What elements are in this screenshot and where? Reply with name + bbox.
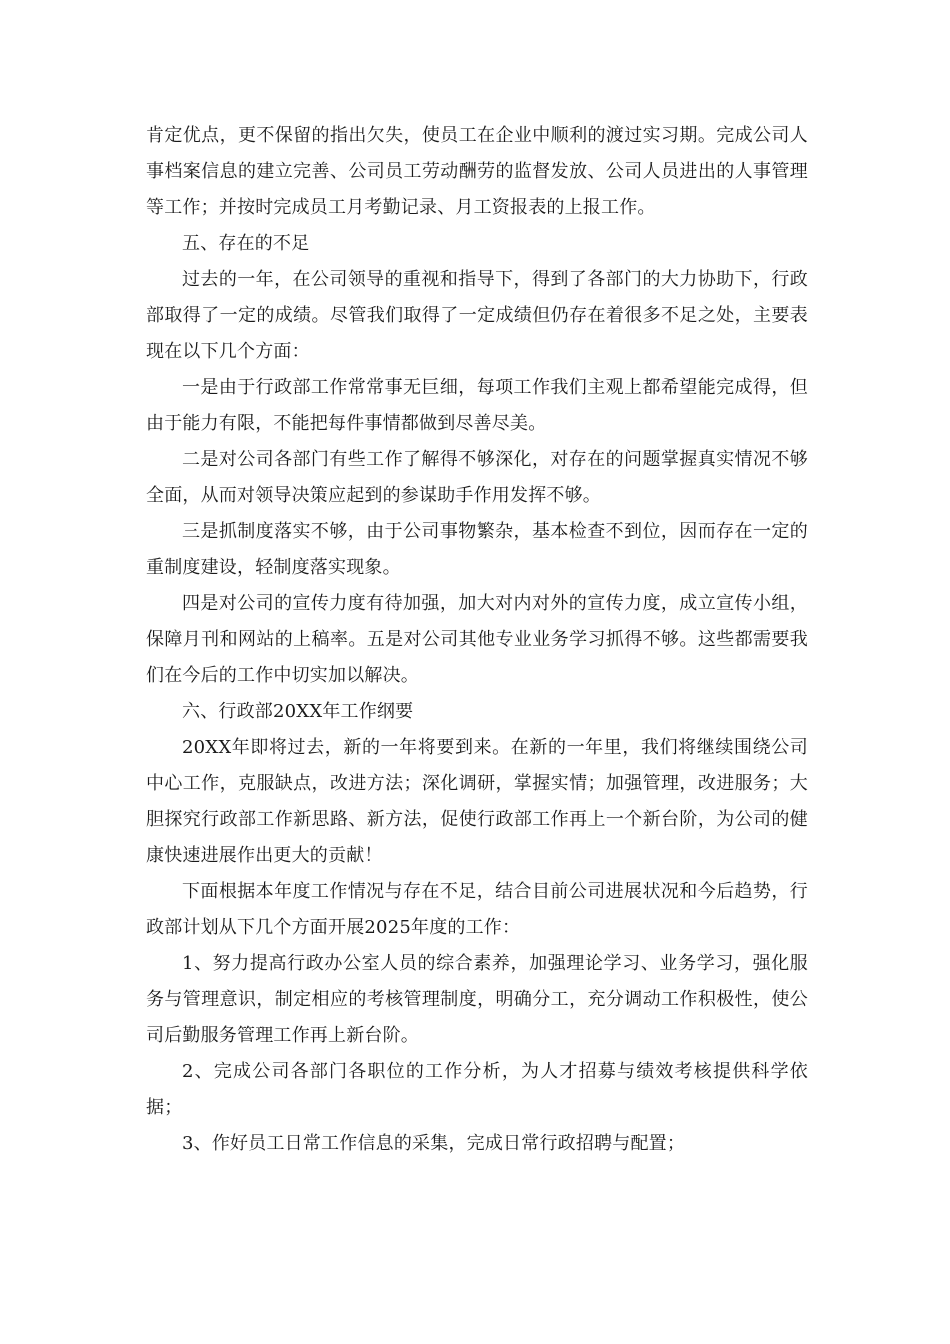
paragraph-plan-intro: 下面根据本年度工作情况与存在不足，结合目前公司进展状况和今后趋势，行政部计划从下几个方面开展2025年度的工作： bbox=[146, 881, 808, 938]
section-heading-work-plan: 六、行政部20XX年工作纲要 bbox=[182, 701, 414, 722]
document-body bbox=[146, 118, 808, 1162]
paragraph-shortcoming-4: 四是对公司的宣传力度有待加强，加大对内对外的宣传力度，成立宣传小组，保障月刊和网站的上稿率。五是对公司其他专业业务学习抓得不够。这些都需要我们在今后的工作中切实加以解决。 bbox=[146, 593, 808, 686]
section-heading-shortcomings: 五、存在的不足 bbox=[182, 233, 310, 254]
paragraph-plan-item-3: 3、作好员工日常工作信息的采集，完成日常行政招聘与配置； bbox=[182, 1133, 686, 1154]
paragraph-plan-item-1: 1、努力提高行政办公室人员的综合素养，加强理论学习、业务学习，强化服务与管理意识，制定相应的考核管理制度，明确分工，充分调动工作积极性，使公司后勤服务管理工作再上新台阶。 bbox=[146, 953, 808, 1046]
paragraph-new-year: 20XX年即将过去，新的一年将要到来。在新的一年里，我们将继续围绕公司中心工作，克服缺点，改进方法；深化调研，掌握实情；加强管理，改进服务；大胆探究行政部工作新思路、新方法，促使行政部工作再上一个新台阶，为公司的健康快速进展作出更大的贡献！ bbox=[146, 737, 808, 866]
paragraph-plan-item-2: 2、完成公司各部门各职位的工作分析，为人才招募与绩效考核提供科学依据； bbox=[146, 1061, 808, 1118]
paragraph-past-year: 过去的一年，在公司领导的重视和指导下，得到了各部门的大力协助下，行政部取得了一定的成绩。尽管我们取得了一定成绩但仍存在着很多不足之处，主要表现在以下几个方面： bbox=[146, 269, 808, 362]
paragraph-shortcoming-1: 一是由于行政部工作常常事无巨细，每项工作我们主观上都希望能完成得，但由于能力有限，不能把每件事情都做到尽善尽美。 bbox=[146, 377, 808, 434]
paragraph-shortcoming-3: 三是抓制度落实不够，由于公司事物繁杂，基本检查不到位，因而存在一定的重制度建设，轻制度落实现象。 bbox=[146, 521, 808, 578]
paragraph-hr-records: 肯定优点，更不保留的指出欠失，使员工在企业中顺利的渡过实习期。完成公司人事档案信息的建立完善、公司员工劳动酬劳的监督发放、公司人员进出的人事管理等工作；并按时完成员工月考勤记录、月工资报表的上报工作。 bbox=[146, 125, 808, 218]
paragraph-shortcoming-2: 二是对公司各部门有些工作了解得不够深化，对存在的问题掌握真实情况不够全面，从而对领导决策应起到的参谋助手作用发挥不够。 bbox=[146, 449, 808, 506]
